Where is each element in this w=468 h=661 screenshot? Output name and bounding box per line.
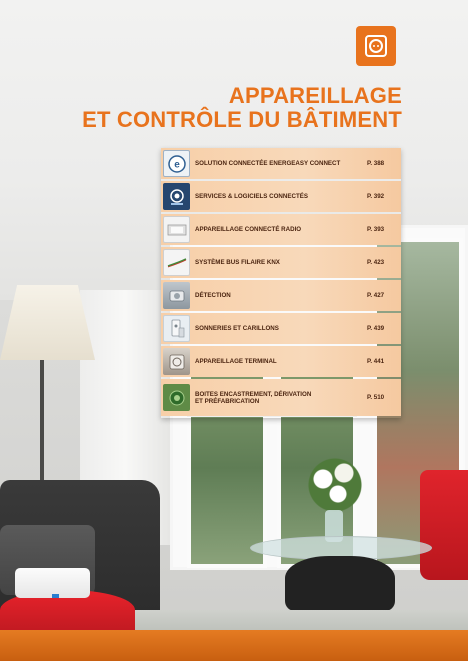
toc-entry-connected-services[interactable] bbox=[161, 181, 401, 212]
section-title bbox=[82, 84, 402, 132]
coffee-table-base bbox=[285, 556, 395, 611]
toc-page-number: P. 427 bbox=[367, 292, 385, 299]
toc-entry-terminal-devices[interactable] bbox=[161, 346, 401, 377]
toc-label: APPAREILLAGE TERMINAL bbox=[195, 358, 277, 365]
toc-label: APPAREILLAGE CONNECTÉ RADIO bbox=[195, 226, 302, 233]
device-led bbox=[52, 594, 59, 598]
toc-entry-doorbells[interactable] bbox=[161, 313, 401, 344]
toc-label-line-1: BOITES ENCASTREMENT, DÉRIVATION bbox=[195, 390, 312, 398]
radio-switch-icon bbox=[163, 216, 190, 243]
toc-entry-detection[interactable] bbox=[161, 280, 401, 311]
toc-label: SOLUTION CONNECTÉE ENERGEASY CONNECT bbox=[195, 160, 341, 167]
doorbell-icon bbox=[163, 315, 190, 342]
section-title-line-2: ET CONTRÔLE DU BÂTIMENT bbox=[82, 107, 402, 132]
toc-entry-energeasy-connect[interactable] bbox=[161, 148, 401, 179]
table-of-contents bbox=[161, 148, 401, 418]
toc-entry-radio-switch[interactable] bbox=[161, 214, 401, 245]
power-socket-icon bbox=[356, 26, 396, 66]
toc-page-number: P. 510 bbox=[367, 394, 385, 401]
toc-label: SERVICES & LOGICIELS CONNECTÉS bbox=[195, 193, 308, 200]
svg-text:e: e bbox=[173, 159, 180, 170]
bottom-orange-strip bbox=[0, 630, 468, 661]
toc-label: SYSTÈME BUS FILAIRE KNX bbox=[195, 259, 280, 266]
motion-detector-icon bbox=[163, 282, 190, 309]
toc-page-number: P. 388 bbox=[367, 160, 385, 167]
energeasy-connect-icon bbox=[163, 150, 190, 177]
toc-page-number: P. 392 bbox=[367, 193, 385, 200]
knx-bus-icon bbox=[163, 249, 190, 276]
flower-bouquet bbox=[305, 455, 365, 515]
junction-box-icon bbox=[163, 384, 190, 411]
red-armchair bbox=[420, 470, 468, 580]
toc-label-line-2: ET PRÉFABRICATION bbox=[195, 397, 260, 405]
toc-entry-junction-boxes[interactable] bbox=[161, 379, 401, 416]
toc-entry-knx-bus[interactable] bbox=[161, 247, 401, 278]
toc-page-number: P. 439 bbox=[367, 325, 385, 332]
toc-page-number: P. 423 bbox=[367, 259, 385, 266]
toc-page-number: P. 393 bbox=[367, 226, 385, 233]
toc-label: SONNERIES ET CARILLONS bbox=[195, 325, 279, 332]
toc-label: DÉTECTION bbox=[195, 292, 231, 299]
section-title-line-1: APPAREILLAGE bbox=[228, 83, 402, 108]
toc-label bbox=[195, 391, 367, 405]
terminal-device-icon bbox=[163, 348, 190, 375]
connected-services-icon bbox=[163, 183, 190, 210]
toc-page-number: P. 441 bbox=[367, 358, 385, 365]
